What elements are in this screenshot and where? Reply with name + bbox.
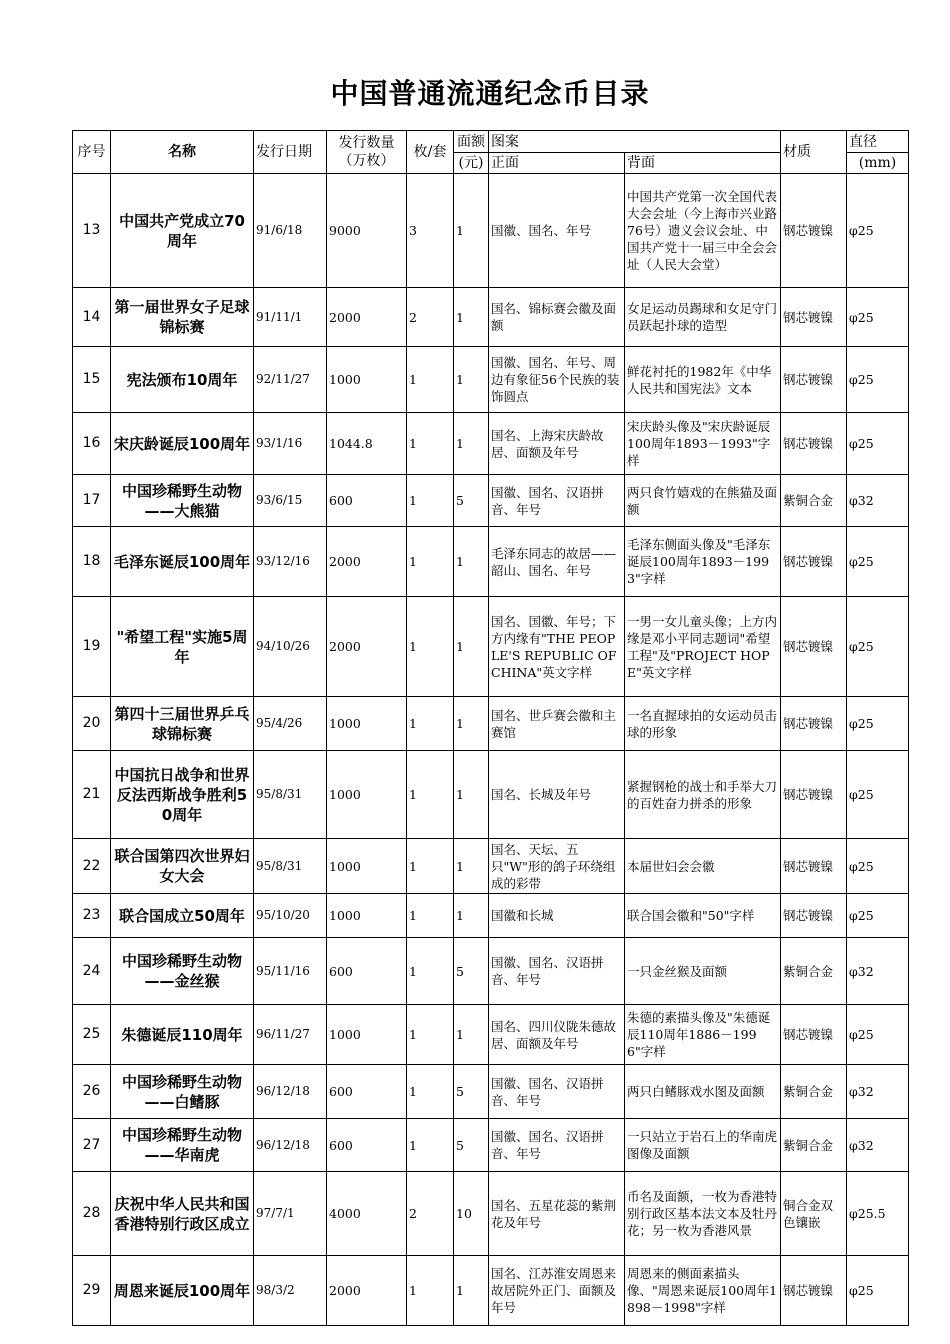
row-index: 23: [73, 894, 111, 938]
row-diameter: φ25: [847, 894, 909, 938]
row-quantity: 600: [327, 1065, 407, 1119]
table-row: [73, 1256, 909, 1326]
row-name: 第四十三届世界乒乓球锦标赛: [111, 697, 254, 751]
row-face-value: 1: [454, 1005, 489, 1065]
row-front: 国名、国徽、年号；下方内缘有"THE PEOPLE'S REPUBLIC OF CHINA"英文字样: [489, 597, 625, 697]
row-quantity: 4000: [327, 1172, 407, 1256]
row-face-value: 1: [454, 839, 489, 894]
row-date: 95/8/31: [254, 839, 327, 894]
page-title: 中国普通流通纪念币目录: [330, 77, 650, 110]
header-face-value-unit: (元): [454, 153, 489, 174]
row-per-set: 1: [407, 938, 454, 1005]
row-material: 钢芯镀镍: [781, 839, 847, 894]
row-back: 币名及面额，一枚为香港特别行政区基本法文本及牡丹花；另一枚为香港风景: [625, 1172, 781, 1256]
row-face-value: 1: [454, 527, 489, 597]
row-face-value: 1: [454, 697, 489, 751]
row-name: 毛泽东诞辰100周年: [111, 527, 254, 597]
row-material: 钢芯镀镍: [781, 174, 847, 288]
row-diameter: φ25: [847, 527, 909, 597]
row-date: 95/10/20: [254, 894, 327, 938]
row-quantity: 600: [327, 475, 407, 527]
row-back: 本届世妇会会徽: [625, 839, 781, 894]
row-name: 第一届世界女子足球锦标赛: [111, 288, 254, 347]
row-back: 两只食竹嬉戏的在熊猫及面额: [625, 475, 781, 527]
row-date: 96/11/27: [254, 1005, 327, 1065]
row-front: 国名、五星花蕊的紫荆花及年号: [489, 1172, 625, 1256]
row-face-value: 1: [454, 597, 489, 697]
header-date: 发行日期: [254, 131, 327, 174]
row-quantity: 2000: [327, 597, 407, 697]
row-back: 女足运动员踢球和女足守门员跃起扑球的造型: [625, 288, 781, 347]
row-face-value: 1: [454, 894, 489, 938]
row-date: 92/11/27: [254, 347, 327, 413]
row-name: 中国抗日战争和世界反法西斯战争胜利50周年: [111, 751, 254, 839]
row-back: 一只站立于岩石上的华南虎图像及面额: [625, 1119, 781, 1172]
row-front: 国徽、国名、汉语拼音、年号: [489, 1119, 625, 1172]
row-back: 周恩来的侧面素描头像、"周恩来诞辰100周年1898－1998"字样: [625, 1256, 781, 1326]
header-index: 序号: [73, 131, 111, 174]
row-face-value: 1: [454, 174, 489, 288]
row-material: 钢芯镀镍: [781, 894, 847, 938]
table-row: [73, 697, 909, 751]
header-back: 背面: [625, 153, 781, 174]
row-back: 宋庆龄头像及"宋庆龄诞辰100周年1893－1993"字样: [625, 413, 781, 475]
row-index: 13: [73, 174, 111, 288]
row-per-set: 1: [407, 527, 454, 597]
row-front: 国名、上海宋庆龄故居、面额及年号: [489, 413, 625, 475]
row-material: 钢芯镀镍: [781, 347, 847, 413]
row-diameter: φ25: [847, 697, 909, 751]
row-name: "希望工程"实施5周年: [111, 597, 254, 697]
row-front: 毛泽东同志的故居——韶山、国名、年号: [489, 527, 625, 597]
row-front: 国名、天坛、五只"W"形的鸽子环绕组成的彩带: [489, 839, 625, 894]
row-front: 国徽和长城: [489, 894, 625, 938]
row-per-set: 1: [407, 1065, 454, 1119]
table-row: [73, 174, 909, 288]
row-name: 朱德诞辰110周年: [111, 1005, 254, 1065]
row-per-set: 1: [407, 839, 454, 894]
row-material: 紫铜合金: [781, 1119, 847, 1172]
header-design: 图案: [489, 131, 781, 153]
row-diameter: φ25: [847, 288, 909, 347]
row-date: 91/11/1: [254, 288, 327, 347]
row-name: 中国珍稀野生动物——华南虎: [111, 1119, 254, 1172]
row-date: 98/3/2: [254, 1256, 327, 1326]
row-quantity: 1044.8: [327, 413, 407, 475]
row-quantity: 1000: [327, 894, 407, 938]
row-date: 97/7/1: [254, 1172, 327, 1256]
row-date: 96/12/18: [254, 1065, 327, 1119]
table-row: [73, 839, 909, 894]
row-per-set: 1: [407, 1005, 454, 1065]
row-date: 95/11/16: [254, 938, 327, 1005]
header-quantity: 发行数量（万枚）: [327, 131, 407, 174]
row-face-value: 1: [454, 751, 489, 839]
row-face-value: 5: [454, 1065, 489, 1119]
header-material: 材质: [781, 131, 847, 174]
header-per-set: 枚/套: [407, 131, 454, 174]
row-per-set: 1: [407, 475, 454, 527]
row-name: 中国共产党成立70周年: [111, 174, 254, 288]
row-date: 93/1/16: [254, 413, 327, 475]
header-diameter: 直径: [847, 131, 909, 153]
row-index: 28: [73, 1172, 111, 1256]
table-body: [73, 174, 909, 1326]
row-diameter: φ32: [847, 1065, 909, 1119]
row-face-value: 5: [454, 475, 489, 527]
row-material: 钢芯镀镍: [781, 1005, 847, 1065]
row-name: 联合国第四次世界妇女大会: [111, 839, 254, 894]
row-index: 16: [73, 413, 111, 475]
row-material: 钢芯镀镍: [781, 697, 847, 751]
row-back: 一名直握球拍的女运动员击球的形象: [625, 697, 781, 751]
row-per-set: 1: [407, 413, 454, 475]
row-front: 国名、长城及年号: [489, 751, 625, 839]
row-per-set: 2: [407, 288, 454, 347]
row-face-value: 1: [454, 288, 489, 347]
row-quantity: 1000: [327, 697, 407, 751]
row-quantity: 2000: [327, 527, 407, 597]
row-diameter: φ32: [847, 475, 909, 527]
row-quantity: 1000: [327, 347, 407, 413]
row-per-set: 1: [407, 697, 454, 751]
row-index: 17: [73, 475, 111, 527]
row-front: 国名、江苏淮安周恩来故居院外正门、面额及年号: [489, 1256, 625, 1326]
row-index: 14: [73, 288, 111, 347]
row-material: 钢芯镀镍: [781, 413, 847, 475]
table-row: [73, 527, 909, 597]
row-face-value: 1: [454, 1256, 489, 1326]
table-row: [73, 475, 909, 527]
row-index: 22: [73, 839, 111, 894]
row-diameter: φ25: [847, 751, 909, 839]
row-per-set: 3: [407, 174, 454, 288]
row-date: 93/6/15: [254, 475, 327, 527]
coin-catalog-table: [72, 130, 909, 1326]
row-face-value: 5: [454, 1119, 489, 1172]
row-quantity: 600: [327, 1119, 407, 1172]
row-material: 紫铜合金: [781, 938, 847, 1005]
row-date: 93/12/16: [254, 527, 327, 597]
row-face-value: 5: [454, 938, 489, 1005]
row-per-set: 1: [407, 597, 454, 697]
row-back: 一只金丝猴及面额: [625, 938, 781, 1005]
row-front: 国名、锦标赛会徽及面额: [489, 288, 625, 347]
header-name: 名称: [111, 131, 254, 174]
row-name: 联合国成立50周年: [111, 894, 254, 938]
row-back: 鲜花衬托的1982年《中华人民共和国宪法》文本: [625, 347, 781, 413]
row-index: 25: [73, 1005, 111, 1065]
row-material: 钢芯镀镍: [781, 751, 847, 839]
row-name: 宪法颁布10周年: [111, 347, 254, 413]
row-index: 19: [73, 597, 111, 697]
row-front: 国徽、国名、汉语拼音、年号: [489, 938, 625, 1005]
row-diameter: φ25: [847, 1005, 909, 1065]
row-diameter: φ32: [847, 938, 909, 1005]
row-per-set: 1: [407, 751, 454, 839]
row-name: 中国珍稀野生动物——金丝猴: [111, 938, 254, 1005]
row-material: 紫铜合金: [781, 1065, 847, 1119]
row-front: 国徽、国名、年号、周边有象征56个民族的装饰圆点: [489, 347, 625, 413]
header-face-value: 面额: [454, 131, 489, 153]
row-date: 91/6/18: [254, 174, 327, 288]
row-back: 一男一女儿童头像；上方内缘是邓小平同志题词"希望工程"及"PROJECT HOPE"英文字样: [625, 597, 781, 697]
row-diameter: φ25: [847, 597, 909, 697]
row-date: 94/10/26: [254, 597, 327, 697]
row-per-set: 1: [407, 347, 454, 413]
row-material: 钢芯镀镍: [781, 1256, 847, 1326]
row-face-value: 10: [454, 1172, 489, 1256]
row-quantity: 9000: [327, 174, 407, 288]
table-row: [73, 938, 909, 1005]
row-index: 29: [73, 1256, 111, 1326]
row-diameter: φ32: [847, 1119, 909, 1172]
row-back: 两只白鳍豚戏水图及面额: [625, 1065, 781, 1119]
row-index: 15: [73, 347, 111, 413]
row-front: 国徽、国名、汉语拼音、年号: [489, 475, 625, 527]
row-face-value: 1: [454, 413, 489, 475]
table-row: [73, 288, 909, 347]
row-front: 国名、世乒赛会徽和主赛馆: [489, 697, 625, 751]
row-back: 中国共产党第一次全国代表大会会址（今上海市兴业路76号）遗义会议会址、中国共产党十一届三中全会会址（人民大会堂）: [625, 174, 781, 288]
row-name: 宋庆龄诞辰100周年: [111, 413, 254, 475]
row-index: 27: [73, 1119, 111, 1172]
row-index: 24: [73, 938, 111, 1005]
row-material: 钢芯镀镍: [781, 527, 847, 597]
row-quantity: 2000: [327, 288, 407, 347]
table-row: [73, 1065, 909, 1119]
row-name: 庆祝中华人民共和国香港特别行政区成立: [111, 1172, 254, 1256]
row-back: 联合国会徽和"50"字样: [625, 894, 781, 938]
row-date: 95/8/31: [254, 751, 327, 839]
table-row: [73, 1119, 909, 1172]
row-quantity: 1000: [327, 751, 407, 839]
row-quantity: 600: [327, 938, 407, 1005]
row-material: 铜合金双色镶嵌: [781, 1172, 847, 1256]
row-quantity: 1000: [327, 839, 407, 894]
row-front: 国徽、国名、汉语拼音、年号: [489, 1065, 625, 1119]
row-material: 钢芯镀镍: [781, 288, 847, 347]
row-quantity: 1000: [327, 1005, 407, 1065]
table-row: [73, 597, 909, 697]
row-date: 95/4/26: [254, 697, 327, 751]
table-row: [73, 1172, 909, 1256]
table-header: [73, 131, 909, 174]
row-diameter: φ25: [847, 839, 909, 894]
row-back: 紧握钢枪的战士和手举大刀的百姓奋力拼杀的形象: [625, 751, 781, 839]
row-diameter: φ25.5: [847, 1172, 909, 1256]
row-front: 国徽、国名、年号: [489, 174, 625, 288]
row-diameter: φ25: [847, 413, 909, 475]
row-material: 紫铜合金: [781, 475, 847, 527]
row-name: 周恩来诞辰100周年: [111, 1256, 254, 1326]
row-name: 中国珍稀野生动物——大熊猫: [111, 475, 254, 527]
row-per-set: 2: [407, 1172, 454, 1256]
row-diameter: φ25: [847, 174, 909, 288]
table-row: [73, 347, 909, 413]
row-back: 朱德的素描头像及"朱德诞辰110周年1886－1996"字样: [625, 1005, 781, 1065]
row-index: 18: [73, 527, 111, 597]
row-index: 21: [73, 751, 111, 839]
row-name: 中国珍稀野生动物——白鳍豚: [111, 1065, 254, 1119]
row-date: 96/12/18: [254, 1119, 327, 1172]
row-material: 钢芯镀镍: [781, 597, 847, 697]
row-per-set: 1: [407, 894, 454, 938]
table-row: [73, 751, 909, 839]
row-index: 26: [73, 1065, 111, 1119]
row-diameter: φ25: [847, 1256, 909, 1326]
header-front: 正面: [489, 153, 625, 174]
row-quantity: 2000: [327, 1256, 407, 1326]
row-front: 国名、四川仪陇朱德故居、面额及年号: [489, 1005, 625, 1065]
row-diameter: φ25: [847, 347, 909, 413]
row-per-set: 1: [407, 1256, 454, 1326]
row-index: 20: [73, 697, 111, 751]
header-diameter-unit: (mm): [847, 153, 909, 174]
table-row: [73, 413, 909, 475]
table-row: [73, 894, 909, 938]
row-back: 毛泽东侧面头像及"毛泽东诞辰100周年1893－1993"字样: [625, 527, 781, 597]
table-row: [73, 1005, 909, 1065]
row-per-set: 1: [407, 1119, 454, 1172]
row-face-value: 1: [454, 347, 489, 413]
